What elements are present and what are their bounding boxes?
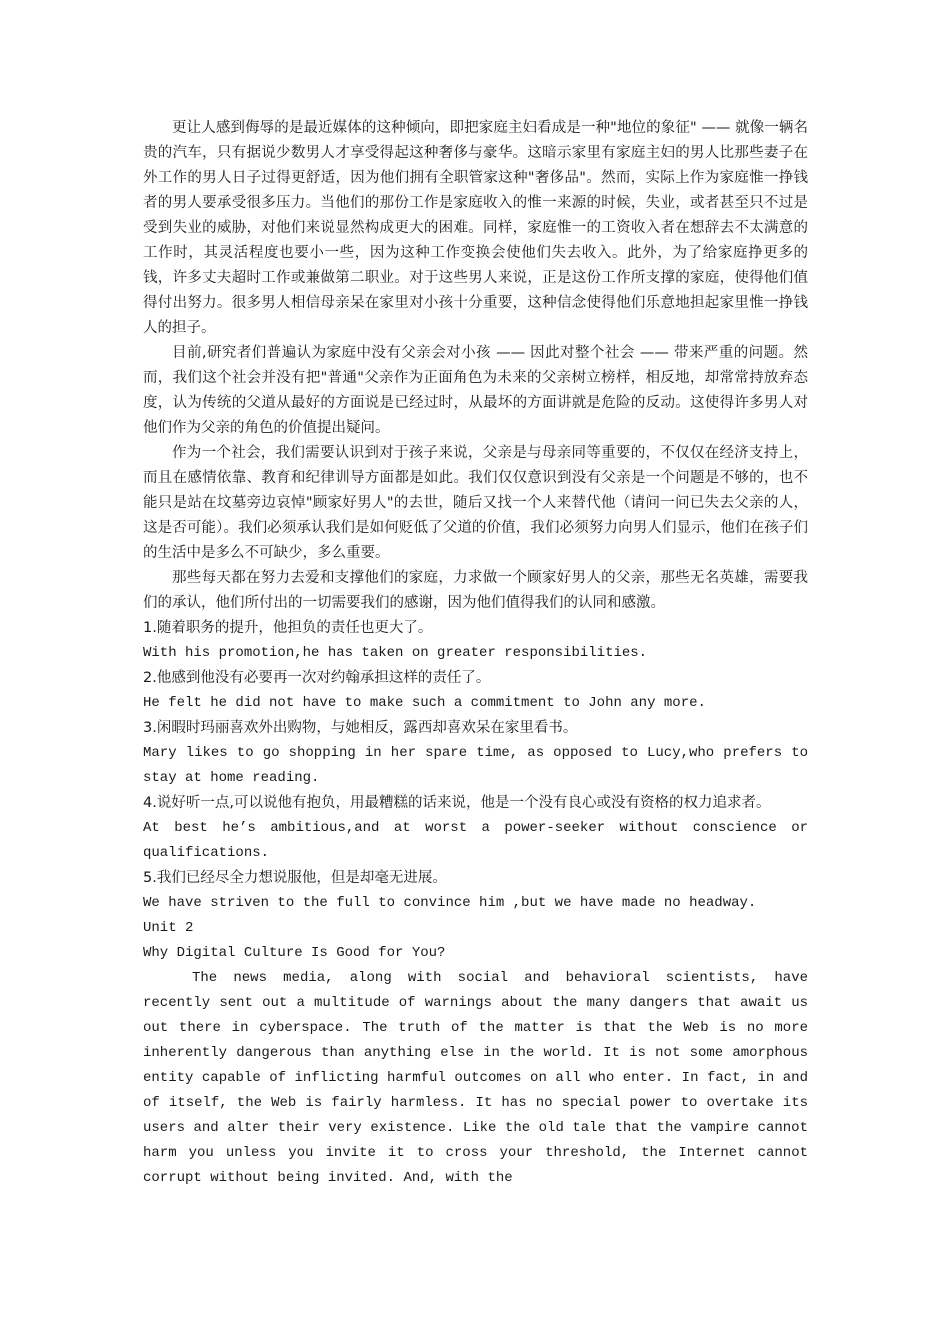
exercise-1-en: With his promotion,he has taken on greater responsibilities. — [143, 645, 648, 661]
exercise-2-en: He felt he did not have to make such a commitment to John any more. — [143, 695, 706, 711]
paragraph-cn-2: 目前,研究者们普遍认为家庭中没有父亲会对小孩 —— 因此对整个社会 —— 带来严重的问题。然而，我们这个社会并没有把"普通"父亲作为正面角色为未来的父亲树立榜样，相反地，却常常持放弃态度，认为传统的父道从最好的方面说是已经过时，从最坏的方面讲就是危险的反动。这使得许多男人对他们作为父亲的角色的价值提出疑问。 — [143, 345, 808, 436]
unit-body-paragraph: The news media, along with social and behavioral scientists, have recently sent out a multitude of warnings about the many dangers that await us out there in cyberspace. The truth of the matter is that the Web is no more inherently dangerous than anything else in the world. It is not some amorphous entity capable of inflicting harmful outcomes on all who enter. In fact, in and of itself, the Web is fairly harmless. It has no special power to overtake its users and alter their very existence. Like the old tale that the vampire cannot harm you unless you invite it to cross your threshold, the Internet cannot corrupt without being invited. And, with the — [143, 970, 808, 1186]
paragraph-cn-3: 作为一个社会，我们需要认识到对于孩子来说，父亲是与母亲同等重要的，不仅仅在经济支持上，而且在感情依靠、教育和纪律训导方面都是如此。我们仅仅意识到没有父亲是一个问题是不够的，也不能只是站在坟墓旁边哀悼"顾家好男人"的去世，随后又找一个人来替代他（请问一问已失去父亲的人，这是否可能）。我们必须承认我们是如何贬低了父道的价值，我们必须努力向男人们显示，他们在孩子们的生活中是多么不可缺少，多么重要。 — [143, 445, 808, 561]
unit-label: Unit 2 — [143, 920, 194, 936]
exercise-5-cn: 5.我们已经尽全力想说服他，但是却毫无进展。 — [143, 870, 447, 886]
document-page — [143, 116, 808, 1191]
exercise-3-cn: 3.闲暇时玛丽喜欢外出购物，与她相反，露西却喜欢呆在家里看书。 — [143, 720, 578, 736]
exercise-5-en: We have striven to the full to convince him ,but we have made no headway. — [143, 895, 757, 911]
paragraph-cn-4: 那些每天都在努力去爱和支撑他们的家庭，力求做一个顾家好男人的父亲，那些无名英雄，需要我们的承认，他们所付出的一切需要我们的感谢，因为他们值得我们的认同和感激。 — [143, 570, 808, 611]
exercise-2-cn: 2.他感到他没有必要再一次对约翰承担这样的责任了。 — [143, 670, 491, 686]
unit-title: Why Digital Culture Is Good for You? — [143, 945, 446, 961]
exercise-1-cn: 1.随着职务的提升，他担负的责任也更大了。 — [143, 620, 433, 636]
exercise-4-cn: 4.说好听一点,可以说他有抱负，用最糟糕的话来说，他是一个没有良心或没有资格的权力追求者。 — [143, 795, 771, 811]
exercise-3-en: Mary likes to go shopping in her spare time, as opposed to Lucy,who prefers to stay at home reading. — [143, 745, 808, 786]
exercise-4-en: At best he’s ambitious,and at worst a power-seeker without conscience or qualifications. — [143, 820, 808, 861]
paragraph-cn-1: 更让人感到侮辱的是最近媒体的这种倾向，即把家庭主妇看成是一种"地位的象征" —— 就像一辆名贵的汽车，只有据说少数男人才享受得起这种奢侈与豪华。这暗示家里有家庭主妇的男人比那些妻子在外工作的男人日子过得更舒适，因为他们拥有全职管家这种"奢侈品"。然而，实际上作为家庭惟一挣钱者的男人要承受很多压力。当他们的那份工作是家庭收入的惟一来源的时候，失业，或者甚至只不过是受到失业的威胁，对他们来说显然构成更大的困难。同样，家庭惟一的工资收入者在想辞去不太满意的工作时，其灵活程度也要小一些，因为这种工作变换会使他们失去收入。此外，为了给家庭挣更多的钱，许多丈夫超时工作或兼做第二职业。对于这些男人来说，正是这份工作所支撑的家庭，使得他们值得付出努力。很多男人相信母亲呆在家里对小孩十分重要，这种信念使得他们乐意地担起家里惟一挣钱人的担子。 — [143, 120, 808, 336]
